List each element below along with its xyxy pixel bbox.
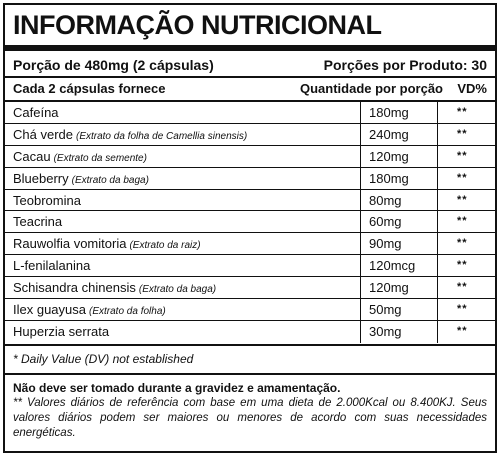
nutrient-dv: ** xyxy=(457,149,468,162)
nutrient-name xyxy=(13,190,84,213)
nutrient-name xyxy=(13,277,216,300)
table-row xyxy=(5,255,495,277)
nutrient-name xyxy=(13,168,149,191)
nutrient-amount: 30mg xyxy=(369,323,402,339)
nutrient-name xyxy=(13,233,201,256)
provides-label: Cada 2 cápsulas fornece xyxy=(13,81,166,96)
nutrient-amount: 120mg xyxy=(369,280,409,296)
table-header xyxy=(13,79,487,99)
nutrient-dv: ** xyxy=(457,215,468,228)
daily-value-footnote: ** Valores diários de referência com base em uma dieta de 2.000Kcal ou 8.400KJ. Seus valores diários podem ser maiores ou menores de acordo com suas necessidades energéticas. xyxy=(13,397,487,439)
nutrient-note: (Extrato da baga) xyxy=(138,284,217,296)
nutrient-amount: 120mg xyxy=(369,148,409,164)
nutrient-amount: 50mg xyxy=(369,302,402,318)
table-row xyxy=(5,102,495,124)
serving-size: Porção de 480mg (2 cápsulas) xyxy=(13,57,214,73)
title-divider xyxy=(5,45,495,51)
nutrient-label: Cafeína xyxy=(13,105,59,120)
table-row xyxy=(5,124,495,146)
nutrient-label: Huperzia serrata xyxy=(13,323,110,339)
serving-divider xyxy=(5,76,495,78)
nutrient-name xyxy=(13,102,62,125)
pregnancy-warning: Não deve ser tomado durante a gravidez e amamentação. xyxy=(13,381,341,395)
nutrient-note: (Extrato da folha) xyxy=(89,306,166,318)
table-row xyxy=(5,277,495,299)
nutrient-dv: ** xyxy=(457,127,468,140)
nutrient-note: (Extrato da baga) xyxy=(71,174,149,186)
nutrient-name xyxy=(13,146,147,169)
nutrient-dv: ** xyxy=(457,193,468,206)
dv-not-established-note: * Daily Value (DV) not established xyxy=(13,352,194,366)
table-row xyxy=(5,146,495,168)
nutrient-table xyxy=(5,102,495,343)
nutrient-label: L-fenilalanina xyxy=(13,258,91,274)
table-row xyxy=(5,233,495,255)
nutrient-label: Chá verde xyxy=(13,126,73,142)
nutrient-label: Ilex guayusa xyxy=(13,302,86,318)
nutrient-amount: 60mg xyxy=(369,214,402,230)
table-row xyxy=(5,299,495,321)
nutrient-amount: 180mg xyxy=(369,170,409,186)
nutrient-label: Schisandra chinensis xyxy=(13,280,136,296)
nutrient-label: Cacau xyxy=(13,148,51,164)
nutrient-name xyxy=(13,255,93,278)
nutrient-label: Teacrina xyxy=(13,214,63,230)
dv-header: VD% xyxy=(457,81,487,96)
nutrient-dv: ** xyxy=(457,303,468,316)
nutrient-dv: ** xyxy=(457,281,468,294)
panel-title: INFORMAÇÃO NUTRICIONAL xyxy=(13,10,382,40)
nutrient-amount: 80mg xyxy=(369,192,402,208)
nutrient-name xyxy=(13,211,65,234)
nutrient-amount: 90mg xyxy=(369,236,402,252)
table-row xyxy=(5,211,495,233)
nutrient-amount: 240mg xyxy=(369,126,409,142)
nutrient-label: Blueberry xyxy=(13,170,69,186)
table-bottom-divider xyxy=(5,344,495,346)
nutrient-dv: ** xyxy=(457,171,468,184)
serving-info xyxy=(13,55,487,75)
nutrient-amount: 180mg xyxy=(369,105,409,120)
table-row xyxy=(5,190,495,212)
table-row xyxy=(5,168,495,190)
nutrient-dv: ** xyxy=(457,259,468,272)
nutrition-facts-panel xyxy=(3,3,497,453)
nutrient-dv: ** xyxy=(457,106,468,118)
quantity-header: Quantidade por porção xyxy=(299,81,443,96)
note-divider xyxy=(5,373,495,375)
servings-per-product: Porções por Produto: 30 xyxy=(323,57,487,73)
nutrient-note: (Extrato da semente) xyxy=(53,152,147,164)
nutrient-note: (Extrato da raiz) xyxy=(129,240,201,252)
nutrient-name xyxy=(13,299,166,322)
nutrient-dv: ** xyxy=(457,237,468,250)
nutrient-amount: 120mcg xyxy=(369,258,416,274)
table-row xyxy=(5,321,495,343)
nutrient-dv: ** xyxy=(457,324,468,337)
nutrient-name xyxy=(13,321,112,344)
nutrient-note: (Extrato da folha de Camellia sinensis) xyxy=(75,130,248,142)
nutrient-label: Rauwolfia vomitoria xyxy=(13,236,127,252)
nutrient-name xyxy=(13,124,247,147)
nutrient-label: Teobromina xyxy=(13,192,81,208)
